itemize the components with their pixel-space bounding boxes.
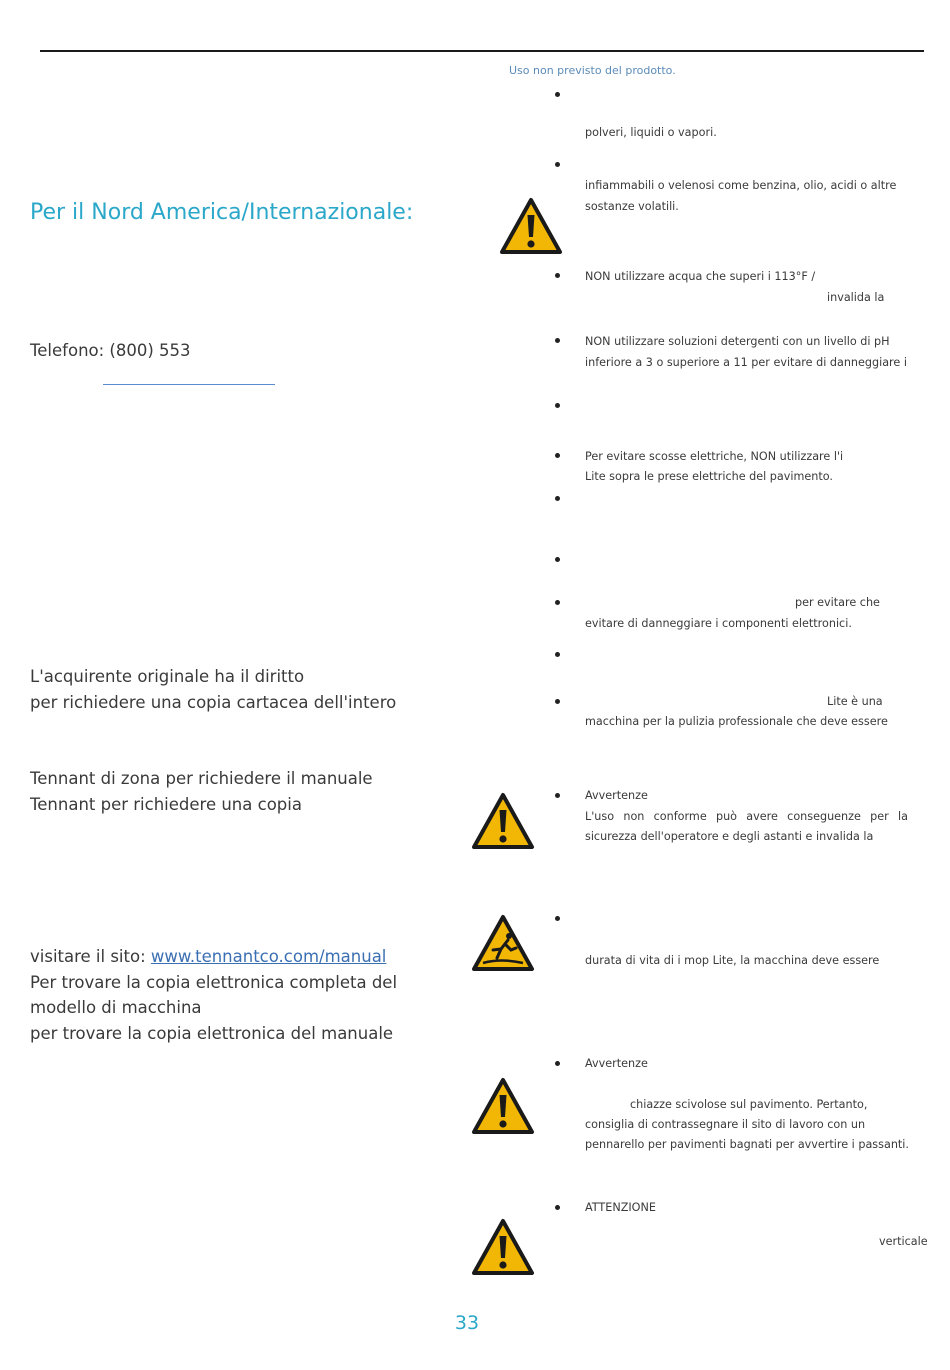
bullet-text: evitare di danneggiare i componenti elettronici. — [585, 617, 852, 630]
bullet-text: durata di vita di i mop Lite, la macchina deve essere — [585, 954, 880, 967]
warning-triangle-icon — [471, 1218, 535, 1276]
bullet — [555, 916, 560, 921]
bullet-text: inferiore a 3 o superiore a 11 per evitare di danneggiare i — [585, 356, 907, 369]
paragraph-line: Tennant di zona per richiedere il manuale — [30, 769, 373, 788]
warning-triangle-icon — [499, 197, 563, 255]
warning-triangle-icon — [471, 1077, 535, 1135]
bullet — [555, 557, 560, 562]
paragraph-line: modello di macchina — [30, 998, 202, 1017]
bullet — [555, 273, 560, 278]
paragraph-line: Per trovare la copia elettronica completa del — [30, 973, 398, 992]
warning-label: Avvertenze — [585, 1057, 648, 1070]
bullet-text: Per evitare scosse elettriche, NON utilizzare l'i — [585, 450, 844, 463]
header-rule — [40, 50, 924, 52]
bullet — [555, 1205, 560, 1210]
contact-heading: Per il Nord America/Internazionale: — [30, 200, 414, 225]
manual-website-link[interactable]: www.tennantco.com/manual — [150, 947, 387, 966]
slippery-floor-icon — [471, 914, 535, 972]
paragraph-line: L'acquirente originale ha il diritto — [30, 667, 305, 686]
bullet — [555, 338, 560, 343]
bullet-text: chiazze scivolose sul pavimento. Pertanto, — [630, 1098, 868, 1111]
bullet-text: NON utilizzare soluzioni detergenti con un livello di pH — [585, 335, 890, 348]
paragraph-line: Tennant per richiedere una copia — [30, 795, 302, 814]
bullet-text: macchina per la pulizia professionale che deve essere — [585, 715, 888, 728]
bullet — [555, 453, 560, 458]
warning-triangle-icon — [471, 792, 535, 850]
bullet-text: Lite sopra le prese elettriche del pavimento. — [585, 470, 833, 483]
bullet — [555, 652, 560, 657]
paragraph-line: per trovare la copia elettronica del manuale — [30, 1024, 394, 1043]
bullet — [555, 793, 560, 798]
bullet — [555, 403, 560, 408]
caution-label: ATTENZIONE — [585, 1201, 656, 1214]
bullet-text: NON utilizzare acqua che superi i 113°F / — [585, 270, 816, 283]
bullet — [555, 162, 560, 167]
bullet-text: consiglia di contrassegnare il sito di lavoro con un — [585, 1118, 866, 1131]
bullet — [555, 1061, 560, 1066]
bullet-text: Lite è una — [827, 695, 883, 708]
bullet — [555, 496, 560, 501]
phone-number: Telefono: (800) 553 — [30, 341, 191, 360]
email-link-underline[interactable] — [103, 384, 275, 385]
bullet — [555, 92, 560, 97]
visit-line — [30, 947, 386, 966]
bullet-text: polveri, liquidi o vapori. — [585, 126, 717, 139]
bullet-text: pennarello per pavimenti bagnati per avvertire i passanti. — [585, 1138, 909, 1151]
bullet-text: sicurezza dell'operatore e degli astanti e invalida la — [585, 830, 874, 843]
bullet-text: per evitare che — [795, 596, 880, 609]
bullet-text: L'uso non conforme può avere conseguenze per la — [585, 810, 908, 823]
bullet-text: invalida la — [827, 291, 885, 304]
bullet — [555, 699, 560, 704]
visit-prefix: visitare il sito: — [30, 947, 151, 966]
bullet-text: sostanze volatili. — [585, 200, 679, 213]
bullet — [555, 600, 560, 605]
section-subtitle: Uso non previsto del prodotto. — [509, 64, 676, 77]
page-number: 33 — [454, 1312, 480, 1334]
bullet-text: verticale — [879, 1235, 928, 1248]
paragraph-line: per richiedere una copia cartacea dell'intero — [30, 693, 397, 712]
warning-label: Avvertenze — [585, 789, 648, 802]
bullet-text: infiammabili o velenosi come benzina, olio, acidi o altre — [585, 179, 897, 192]
